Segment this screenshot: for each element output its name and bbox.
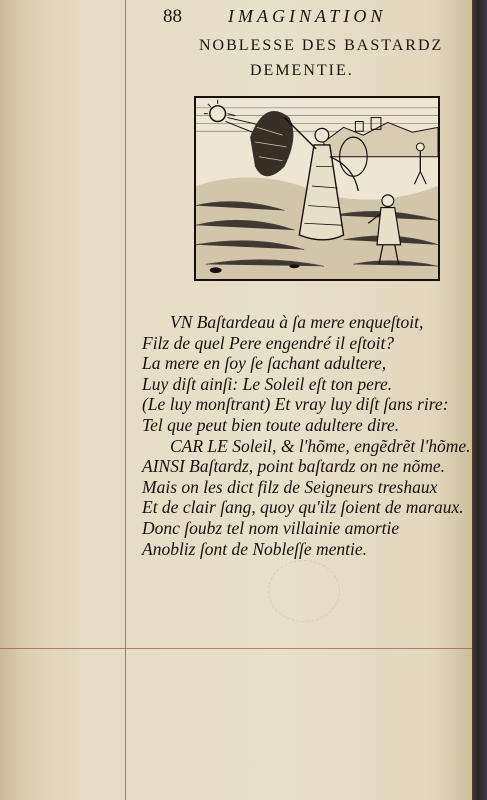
margin-rule-left [125,0,126,800]
poem-line: Donc ſoubz tel nom villainie amortie [142,517,400,538]
poem-text [142,312,471,559]
book-edge [472,0,487,800]
poem-line: (Le luy monſtrant) Et vray luy diſt ſans rire: [142,394,449,415]
margin-rule-bottom [0,648,472,649]
poem-line: CAR LE Soleil, & l'hõme, engẽdrẽt l'hõme. [170,435,471,456]
poem-line: Luy diſt ainſi: Le Soleil eſt ton pere. [142,373,393,394]
woodcut-illustration [194,96,440,281]
poem-line: La mere en ſoy ſe ſachant adultere, [142,353,387,374]
running-head: IMAGINATION [228,6,387,26]
page-number: 88 [163,6,182,27]
poem-line: VN Baſtardeau à ſa mere enqueſtoit, [170,312,424,332]
poem-line: Tel que peut bien toute adultere dire. [142,414,400,435]
show-through-stain [268,560,340,622]
poem-line: Filz de quel Pere engendré il eſtoit? [142,332,395,353]
poem-line: Et de clair ſang, quoy qu'ilz ſoient de maraux. [142,497,464,518]
title-line-2: DEMENTIE. [250,62,354,79]
poem-line: Mais on les dict filz de Seigneurs treshaux [142,476,438,497]
poem-line: Anobliz ſont de Nobleſſe mentie. [142,538,368,559]
sun-woodcut-icon [196,98,438,279]
poem-line: AINSI Baſtardz, point baſtardz on ne nõme. [142,456,445,477]
title-line-1: NOBLESSE DES BASTARDZ [199,37,444,54]
